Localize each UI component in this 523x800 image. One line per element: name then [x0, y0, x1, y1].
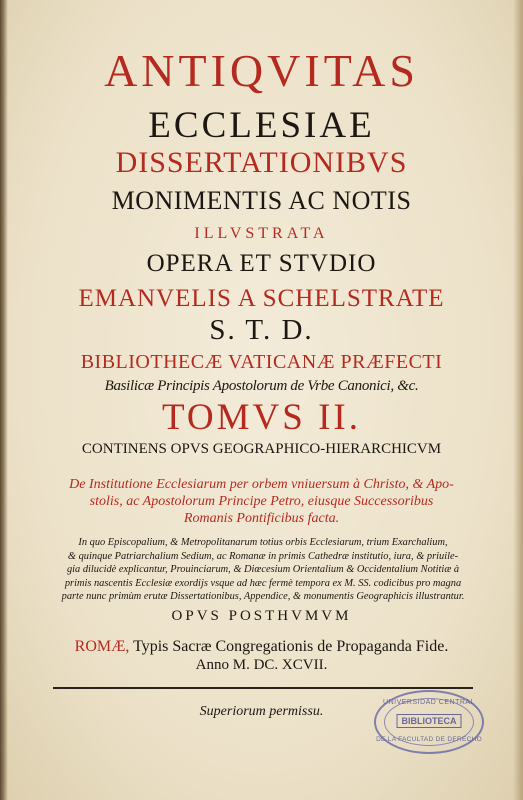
subtitle-block: [0, 476, 523, 527]
stamp-middle-text: BIBLIOTECA: [397, 714, 462, 728]
author-office: BIBLIOTHECÆ VATICANÆ PRÆFECTI: [80, 351, 443, 373]
description-line: In quo Episcopalium, & Metropolitanarum totius orbis Ecclesiarum, trium Exarchalium,: [78, 537, 448, 548]
subtitle-line: De Institutione Ecclesiarum per orbem vniuersum à Christo, & Apo-: [69, 477, 454, 492]
subtitle-line: stolis, ac Apostolorum Principe Petro, eiusque Successoribus: [89, 494, 434, 509]
imprint-city: ROMÆ,: [74, 638, 130, 655]
author-degree: S. T. D.: [209, 314, 314, 346]
divider-rule: [53, 687, 473, 689]
title-line-4: MONIMENTIS AC NOTIS: [111, 186, 412, 215]
imprint-line: [0, 639, 523, 655]
description-line: & quinque Patriarchalium Sedium, ac Romanæ in primis Cathedræ institutio, iura, & priuile-: [67, 550, 459, 562]
imprint-printer: Typis Sacræ Congregationis de Propaganda Fide.: [133, 638, 449, 655]
title-line-5: ILLVSTRATA: [194, 225, 329, 242]
library-stamp: [374, 690, 484, 754]
description-block: [28, 536, 498, 604]
description-line: primis nascentis Ecclesiæ exordijs vsque ad hæc fermè tempora ex M. SS. codicibus pro magna: [64, 577, 462, 589]
description-line: gia dilucidè explicantur, Prouinciarum, & Diœcesium Orientalium & Occidentalium Notitiæ à: [66, 564, 460, 575]
volume-number: TOMVS II.: [162, 397, 361, 438]
permission-note: Superiorum permissu.: [199, 704, 324, 719]
title-line-1: ANTIQVITAS: [104, 45, 419, 96]
stamp-bottom-text: DE LA FACULTAD DE DERECHO: [376, 736, 482, 743]
title-line-2: ECCLESIAE: [148, 105, 375, 146]
description-line: parte nunc primùm erutæ Dissertationibus, Appendice, & monumentis Geographicis illustrantur.: [61, 591, 465, 602]
title-line-3: DISSERTATIONIBVS: [115, 146, 408, 179]
stamp-top-text: UNIVERSIDAD CENTRAL: [383, 699, 475, 706]
author-name: EMANVELIS A SCHELSTRATE: [78, 285, 445, 312]
imprint-year: Anno M. DC. XCVII.: [195, 657, 328, 673]
volume-contents: CONTINENS OPVS GEOGRAPHICO-HIERARCHICVM: [81, 441, 442, 457]
author-intro-line: OPERA ET STVDIO: [146, 250, 377, 277]
subtitle-line: Romanis Pontificibus facta.: [183, 511, 340, 526]
author-canonry: Basilicæ Principis Apostolorum de Vrbe Canonici, &c.: [104, 378, 419, 394]
posthumous-label: OPVS POSTHVMVM: [171, 608, 352, 624]
